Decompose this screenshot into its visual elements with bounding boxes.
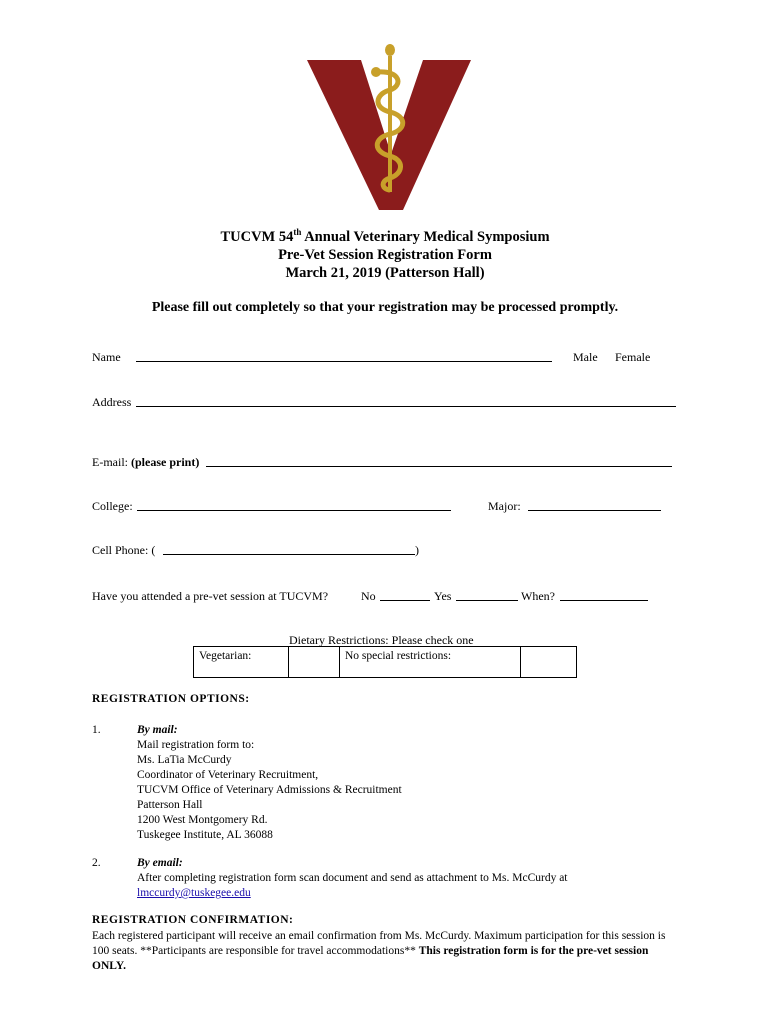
form-instruction: Please fill out completely so that your registration may be processed promptly. (151, 300, 619, 315)
yes-label: Yes (434, 589, 452, 603)
cell-field[interactable] (163, 543, 415, 555)
no-restrictions-checkbox[interactable] (521, 647, 577, 678)
attended-question: Have you attended a pre-vet session at TUCVM? (92, 589, 329, 603)
mail-line: Tuskegee Institute, AL 36088 (137, 829, 273, 841)
mail-line: Coordinator of Veterinary Recruitment, (137, 769, 319, 781)
email-field[interactable] (206, 455, 672, 467)
option-email-heading: By email: (137, 857, 183, 869)
address-label: Address (92, 395, 132, 409)
title-line-3: March 21, 2019 (Patterson Hall) (285, 265, 485, 281)
dietary-title: Dietary Restrictions: Please check one (289, 633, 474, 647)
name-field[interactable] (136, 350, 552, 362)
dietary-table (193, 646, 577, 678)
mail-line: Mail registration form to: (137, 739, 255, 751)
vegetarian-checkbox[interactable] (289, 647, 340, 678)
vegetarian-label: Vegetarian: (194, 647, 289, 678)
name-row (92, 350, 121, 365)
mail-line: 1200 West Montgomery Rd. (137, 814, 268, 826)
no-field[interactable] (380, 589, 430, 601)
major-label: Major: (488, 499, 521, 513)
logo-staff-top (385, 44, 395, 56)
college-label: College: (92, 499, 133, 513)
address-field[interactable] (136, 395, 676, 407)
mail-line: Patterson Hall (137, 799, 203, 811)
cell-label: Cell Phone: ( (92, 543, 156, 557)
when-field[interactable] (560, 589, 648, 601)
option-mail-heading: By mail: (137, 724, 178, 736)
option-mail-number: 1. (92, 724, 101, 736)
form-title (0, 228, 770, 282)
contact-email-link[interactable]: lmccurdy@tuskegee.edu (137, 887, 251, 899)
mail-line: Ms. LaTia McCurdy (137, 754, 232, 766)
when-label: When? (521, 589, 555, 603)
registration-options-heading: REGISTRATION OPTIONS: (92, 693, 250, 705)
confirmation-text (92, 929, 682, 974)
college-field[interactable] (137, 499, 451, 511)
logo-snake-head (371, 67, 381, 77)
female-option[interactable]: Female (615, 350, 651, 364)
email-label-text: E-mail: (92, 455, 128, 469)
email-note: (please print) (131, 455, 200, 469)
yes-field[interactable] (456, 589, 518, 601)
option-email-number: 2. (92, 857, 101, 869)
confirmation-heading: REGISTRATION CONFIRMATION: (92, 914, 294, 926)
cell-close: ) (415, 543, 419, 557)
no-restrictions-label: No special restrictions: (340, 647, 521, 678)
confirmation-body: Each registered participant will receive an email confirmation from Ms. McCurdy. Maximum participation for this session is 100 seats. **Participants are responsible for travel accommodations** (92, 930, 666, 957)
title-line-2: Pre-Vet Session Registration Form (278, 247, 492, 263)
email-label (92, 455, 199, 470)
no-label: No (361, 589, 376, 603)
male-option[interactable]: Male (573, 350, 598, 364)
veterinary-v-caduceus-logo (305, 42, 475, 212)
major-field[interactable] (528, 499, 661, 511)
email-instruction: After completing registration form scan document and send as attachment to Ms. McCurdy at (137, 872, 568, 884)
mail-line: TUCVM Office of Veterinary Admissions & Recruitment (137, 784, 402, 796)
confirmation-bold: This registration form is for the pre-vet session ONLY. (92, 945, 649, 972)
name-label: Name (92, 350, 121, 364)
title-line-1: TUCVM 54th Annual Veterinary Medical Symposium (220, 227, 550, 245)
